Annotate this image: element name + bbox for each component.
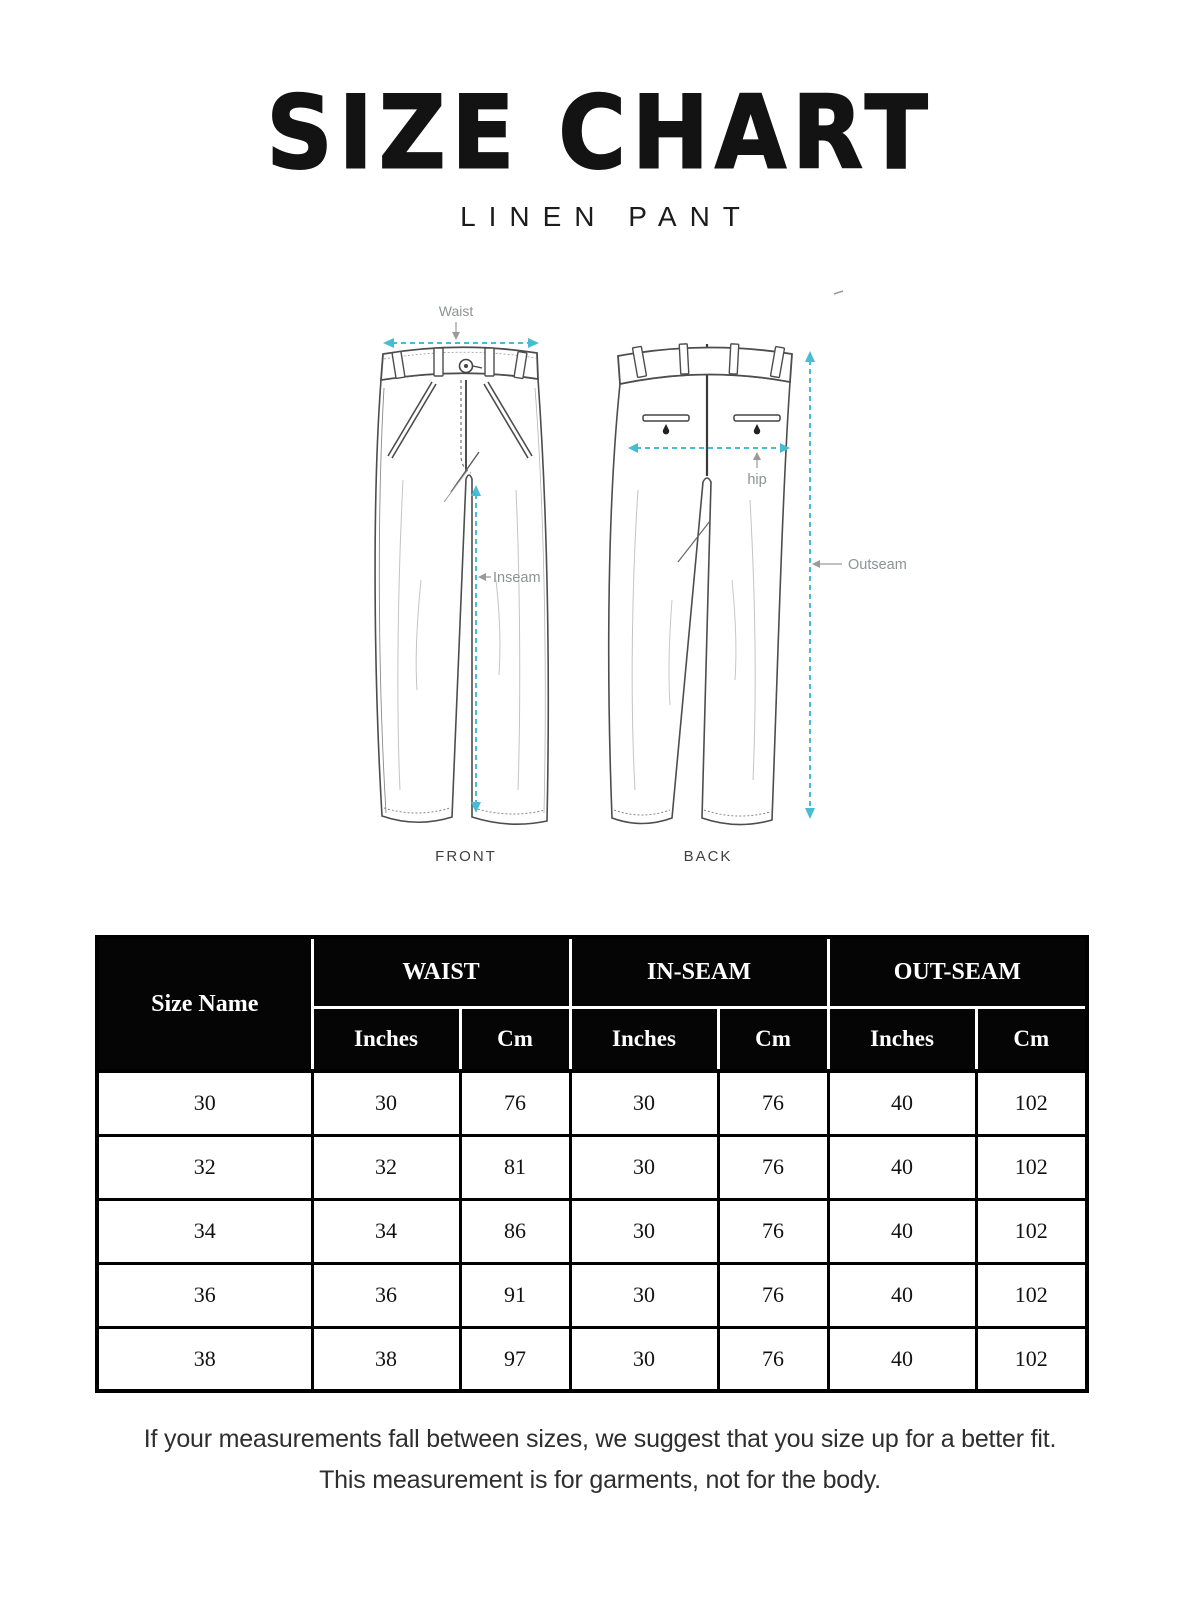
- cell-size: 36: [97, 1263, 312, 1327]
- cell-inseam-cm: 76: [718, 1263, 828, 1327]
- size-name-header: Size Name: [97, 937, 312, 1071]
- cell-size: 34: [97, 1199, 312, 1263]
- cell-waist-in: 30: [312, 1071, 460, 1135]
- cell-outseam-cm: 102: [976, 1327, 1087, 1391]
- cell-inseam-in: 30: [570, 1263, 718, 1327]
- inseam-cm-header: Cm: [718, 1007, 828, 1071]
- cell-inseam-cm: 76: [718, 1135, 828, 1199]
- cell-size: 38: [97, 1327, 312, 1391]
- outseam-annotation: [805, 351, 907, 819]
- waist-cm-header: Cm: [460, 1007, 570, 1071]
- size-note: [0, 1419, 1200, 1501]
- table-row: [97, 1263, 1087, 1327]
- cell-outseam-in: 40: [828, 1199, 976, 1263]
- cell-inseam-in: 30: [570, 1135, 718, 1199]
- stray-mark: [834, 291, 843, 294]
- cell-waist-cm: 97: [460, 1327, 570, 1391]
- size-note-line2: This measurement is for garments, not for the body.: [319, 1466, 881, 1494]
- outseam-cm-header: Cm: [976, 1007, 1087, 1071]
- cell-outseam-in: 40: [828, 1135, 976, 1199]
- inseam-inches-header: Inches: [570, 1007, 718, 1071]
- size-table: [95, 935, 1089, 1393]
- cell-outseam-in: 40: [828, 1263, 976, 1327]
- inseam-label: Inseam: [493, 570, 541, 586]
- cell-inseam-cm: 76: [718, 1071, 828, 1135]
- cell-inseam-cm: 76: [718, 1199, 828, 1263]
- page-title: SIZE CHART: [266, 74, 934, 192]
- table-row: [97, 1135, 1087, 1199]
- cell-waist-cm: 91: [460, 1263, 570, 1327]
- outseam-label: Outseam: [848, 557, 907, 573]
- cell-outseam-cm: 102: [976, 1135, 1087, 1199]
- cell-inseam-in: 30: [570, 1327, 718, 1391]
- waist-label: Waist: [438, 303, 474, 319]
- cell-waist-cm: 76: [460, 1071, 570, 1135]
- cell-outseam-in: 40: [828, 1071, 976, 1135]
- cell-outseam-cm: 102: [976, 1071, 1087, 1135]
- waist-group-header: WAIST: [312, 937, 570, 1007]
- cell-inseam-in: 30: [570, 1199, 718, 1263]
- table-row: [97, 1071, 1087, 1135]
- cell-outseam-cm: 102: [976, 1199, 1087, 1263]
- pants-diagram: [320, 280, 907, 880]
- front-view-label: FRONT: [435, 848, 497, 865]
- pants-technical-drawing: [320, 280, 907, 880]
- cell-waist-in: 38: [312, 1327, 460, 1391]
- cell-inseam-cm: 76: [718, 1327, 828, 1391]
- table-row: [97, 1327, 1087, 1391]
- cell-waist-in: 32: [312, 1135, 460, 1199]
- waist-annotation: [383, 303, 539, 348]
- cell-waist-cm: 81: [460, 1135, 570, 1199]
- back-view-label: BACK: [683, 848, 733, 865]
- cell-outseam-in: 40: [828, 1327, 976, 1391]
- cell-outseam-cm: 102: [976, 1263, 1087, 1327]
- outseam-group-header: OUT-SEAM: [828, 937, 1087, 1007]
- waist-inches-header: Inches: [312, 1007, 460, 1071]
- cell-waist-in: 34: [312, 1199, 460, 1263]
- back-pant-drawing: [609, 344, 792, 825]
- size-note-line1: If your measurements fall between sizes, we suggest that you size up for a better fit.: [143, 1425, 1057, 1453]
- cell-waist-cm: 86: [460, 1199, 570, 1263]
- product-subtitle: LINEN PANT: [460, 201, 753, 232]
- cell-size: 32: [97, 1135, 312, 1199]
- cell-waist-in: 36: [312, 1263, 460, 1327]
- table-row: [97, 1199, 1087, 1263]
- cell-inseam-in: 30: [570, 1071, 718, 1135]
- inseam-group-header: IN-SEAM: [570, 937, 828, 1007]
- hip-label: hip: [747, 472, 767, 488]
- outseam-inches-header: Inches: [828, 1007, 976, 1071]
- cell-size: 30: [97, 1071, 312, 1135]
